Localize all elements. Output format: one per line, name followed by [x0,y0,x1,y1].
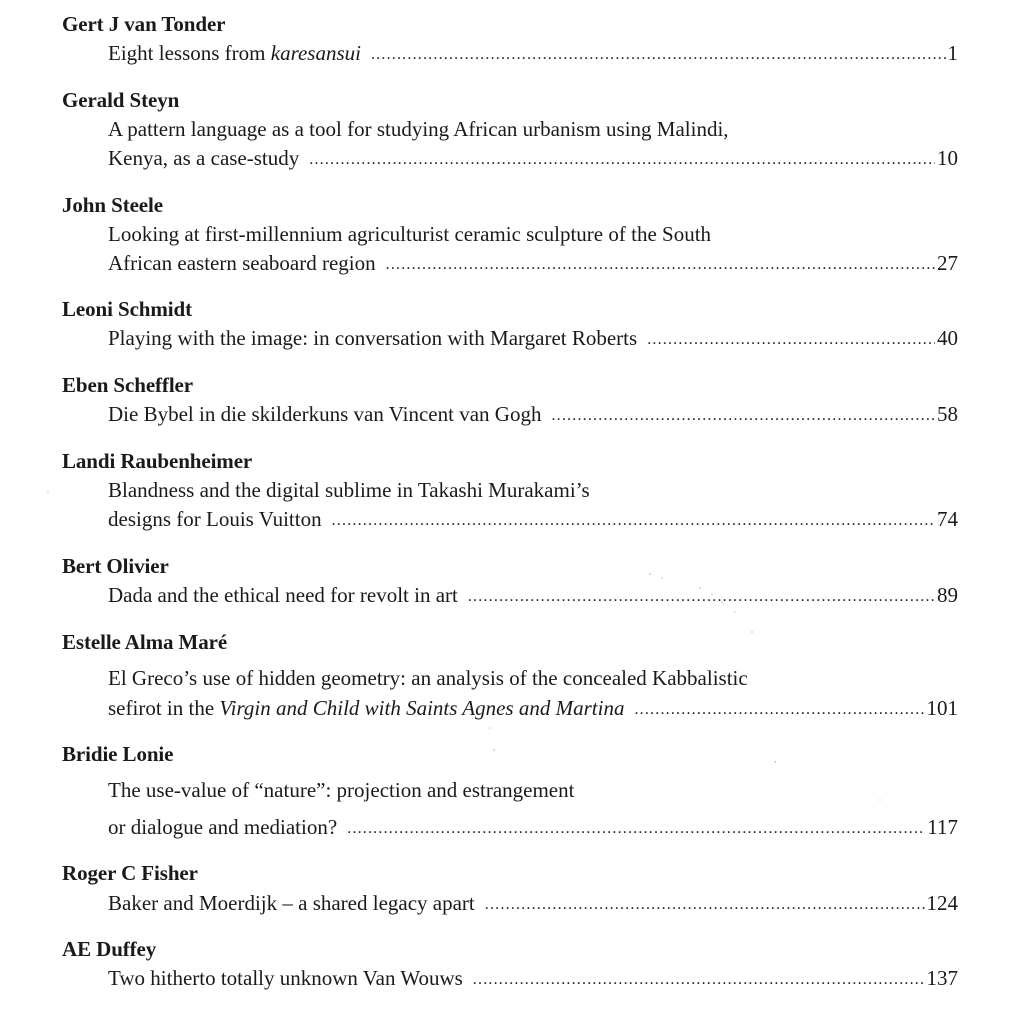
dot-leader [634,698,924,722]
entry-title-line[interactable] [108,41,958,68]
entry-title-line[interactable] [108,222,958,246]
entry-title-line[interactable] [108,696,958,723]
table-of-contents [62,0,958,1024]
title-segment: Eight lessons from [108,41,271,65]
entry-title-text: Dada and the ethical need for revolt in art [108,583,458,607]
entry-title-line[interactable] [108,815,958,842]
title-segment-italic: Virgin and Child with Saints Agnes and Martina [219,696,625,720]
entry-author: Estelle Alma Maré [62,630,228,654]
entry-title-line[interactable] [108,507,958,534]
title-segment: sefirot in the [108,696,220,720]
entry-title-line[interactable] [108,778,958,802]
entry-title-line[interactable] [108,478,958,502]
entry-author: Gerald Steyn [62,88,180,112]
dot-leader [309,148,935,172]
page-number: 117 [927,815,958,839]
entry-title-text: Kenya, as a case-study [108,146,300,170]
entry-title-text: designs for Louis Vuitton [108,507,322,531]
entry-title-line[interactable] [108,146,958,173]
dot-leader [473,968,925,992]
dot-leader [386,253,935,277]
entry-title-line[interactable] [108,666,958,690]
entry-title-text: African eastern seaboard region [108,251,376,275]
entry-title-text [108,41,361,65]
entry-title-text: The use-value of “nature”: projection and estrangement [108,778,575,802]
page-number: 1 [947,41,958,65]
entry-author: Bridie Lonie [62,742,174,766]
entry-author: AE Duffey [62,937,157,961]
entry-title-line[interactable] [108,402,958,429]
entry-title-text: Playing with the image: in conversation with Margaret Roberts [108,326,638,350]
page-number: 89 [937,583,958,607]
page-number: 27 [937,251,958,275]
page-number: 124 [926,891,958,915]
page-number: 137 [926,966,958,990]
dot-leader [647,328,935,352]
entry-author: John Steele [62,193,163,217]
entry-title-text: El Greco’s use of hidden geometry: an analysis of the concealed Kabbalistic [108,666,748,690]
page-number: 101 [926,696,958,720]
entry-title-text: or dialogue and mediation? [108,815,338,839]
entry-title-text: Looking at first-millennium agriculturist ceramic sculpture of the South [108,222,712,246]
page-number: 10 [937,146,958,170]
dot-leader [347,817,925,841]
entry-author: Landi Raubenheimer [62,449,253,473]
entry-title-line[interactable] [108,117,958,141]
entry-title-text: Two hitherto totally unknown Van Wouws [108,966,463,990]
dot-leader [332,509,935,533]
entry-author: Bert Olivier [62,554,169,578]
entry-title-text: A pattern language as a tool for studying African urbanism using Malindi, [108,117,729,141]
entry-author: Eben Scheffler [62,373,193,397]
title-segment-italic: karesansui [270,41,361,65]
entry-author: Roger C Fisher [62,861,198,885]
entry-title-line[interactable] [108,326,958,353]
dot-leader [551,404,935,428]
dot-leader [371,43,946,67]
page-number: 74 [937,507,958,531]
entry-title-text: Blandness and the digital sublime in Takashi Murakami’s [108,478,590,502]
entry-title-line[interactable] [108,891,958,918]
page-number: 58 [937,402,958,426]
dot-leader [485,893,925,917]
entry-title-text [108,696,624,720]
entry-title-text: Die Bybel in die skilderkuns van Vincent van Gogh [108,402,542,426]
page-number: 40 [937,326,958,350]
entry-title-line[interactable] [108,583,958,610]
entry-author: Gert J van Tonder [62,12,226,36]
dot-leader [468,585,935,609]
entry-author: Leoni Schmidt [62,297,192,321]
entry-title-line[interactable] [108,251,958,278]
entry-title-line[interactable] [108,966,958,993]
entry-title-text: Baker and Moerdijk – a shared legacy apart [108,891,475,915]
